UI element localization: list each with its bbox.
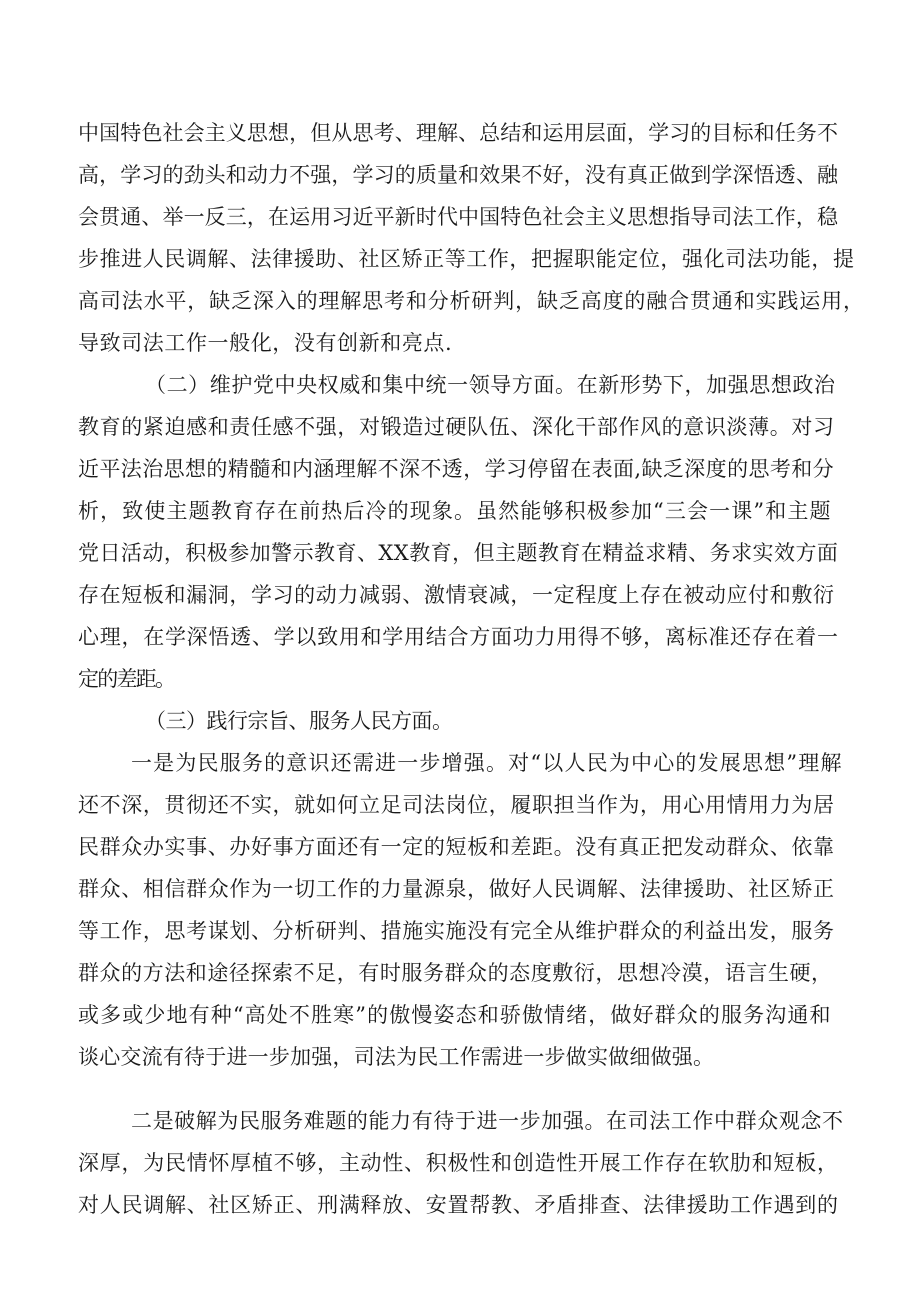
text-line: 教育的紧迫感和责任感不强，对锻造过硬队伍、深化干部作风的意识淡薄。对习 bbox=[78, 415, 835, 439]
text-line: 析，致使主题教育存在前热后冷的现象。虽然能够积极参加“三会一课”和主题 bbox=[78, 499, 832, 523]
text-line: 民群众办实事、办好事方面还有一定的短板和差距。没有真正把发动群众、依靠 bbox=[78, 835, 835, 859]
text-line: 近平法治思想的精髓和内涵理解不深不透，学习停留在表面,缺乏深度的思考和分 bbox=[78, 457, 835, 481]
text-line: 中国特色社会主义思想，但从思考、理解、总结和运用层面，学习的目标和任务不 bbox=[78, 121, 839, 145]
text-line: 定的差距。 bbox=[78, 667, 175, 691]
text-line: 存在短板和漏洞，学习的动力减弱、激情衰减，一定程度上存在被动应付和敷衍 bbox=[78, 583, 835, 607]
text-line: 步推进人民调解、法律援助、社区矫正等工作，把握职能定位，强化司法功能，提 bbox=[78, 247, 855, 271]
text-line: 一是为民服务的意识还需进一步增强。对“以人民为中心的发展思想”理解 bbox=[131, 751, 843, 775]
text-line: 谈心交流有待于进一步加强，司法为民工作需进一步做实做细做强。 bbox=[78, 1045, 715, 1069]
text-line: 或多或少地有种“高处不胜寒”的傲慢姿态和骄傲情绪，做好群众的服务沟通和 bbox=[78, 1003, 832, 1027]
text-line: 还不深，贯彻还不实，就如何立足司法岗位，履职担当作为，用心用情用力为居 bbox=[78, 793, 835, 817]
text-line: （二）维护党中央权威和集中统一领导方面。在新形势下，加强思想政治 bbox=[145, 373, 836, 397]
section-heading: （三）践行宗旨、服务人民方面。 bbox=[145, 709, 453, 733]
text-line: 群众、相信群众作为一切工作的力量源泉，做好人民调解、法律援助、社区矫正 bbox=[78, 877, 835, 901]
text-line: 对人民调解、社区矫正、刑满释放、安置帮教、矛盾排查、法律援助工作遇到的 bbox=[78, 1193, 839, 1217]
text-line: 导致司法工作一般化，没有创新和亮点. bbox=[78, 331, 453, 355]
text-line: 群众的方法和途径探索不足，有时服务群众的态度敷衍，思想冷漠，语言生硬， bbox=[78, 961, 833, 985]
text-line: 心理，在学深悟透、学以致用和学用结合方面功力用得不够，离标准还存在着一 bbox=[78, 625, 839, 649]
text-line: 高司法水平，缺乏深入的理解思考和分析研判，缺乏高度的融合贯通和实践运用， bbox=[78, 289, 865, 313]
text-line: 会贯通、举一反三，在运用习近平新时代中国特色社会主义思想指导司法工作，稳 bbox=[78, 205, 839, 229]
text-line: 等工作，思考谋划、分析研判、措施实施没有完全从维护群众的利益出发，服务 bbox=[78, 919, 835, 943]
text-line: 党日活动，积极参加警示教育、XX教育，但主题教育在精益求精、务求实效方面 bbox=[78, 541, 839, 565]
text-line: 高，学习的劲头和动力不强，学习的质量和效果不好，没有真正做到学深悟透、融 bbox=[78, 163, 839, 187]
text-line: 深厚，为民情怀厚植不够，主动性、积极性和创造性开展工作存在软肋和短板， bbox=[78, 1151, 839, 1175]
text-line: 二是破解为民服务难题的能力有待于进一步加强。在司法工作中群众观念不 bbox=[131, 1109, 844, 1133]
